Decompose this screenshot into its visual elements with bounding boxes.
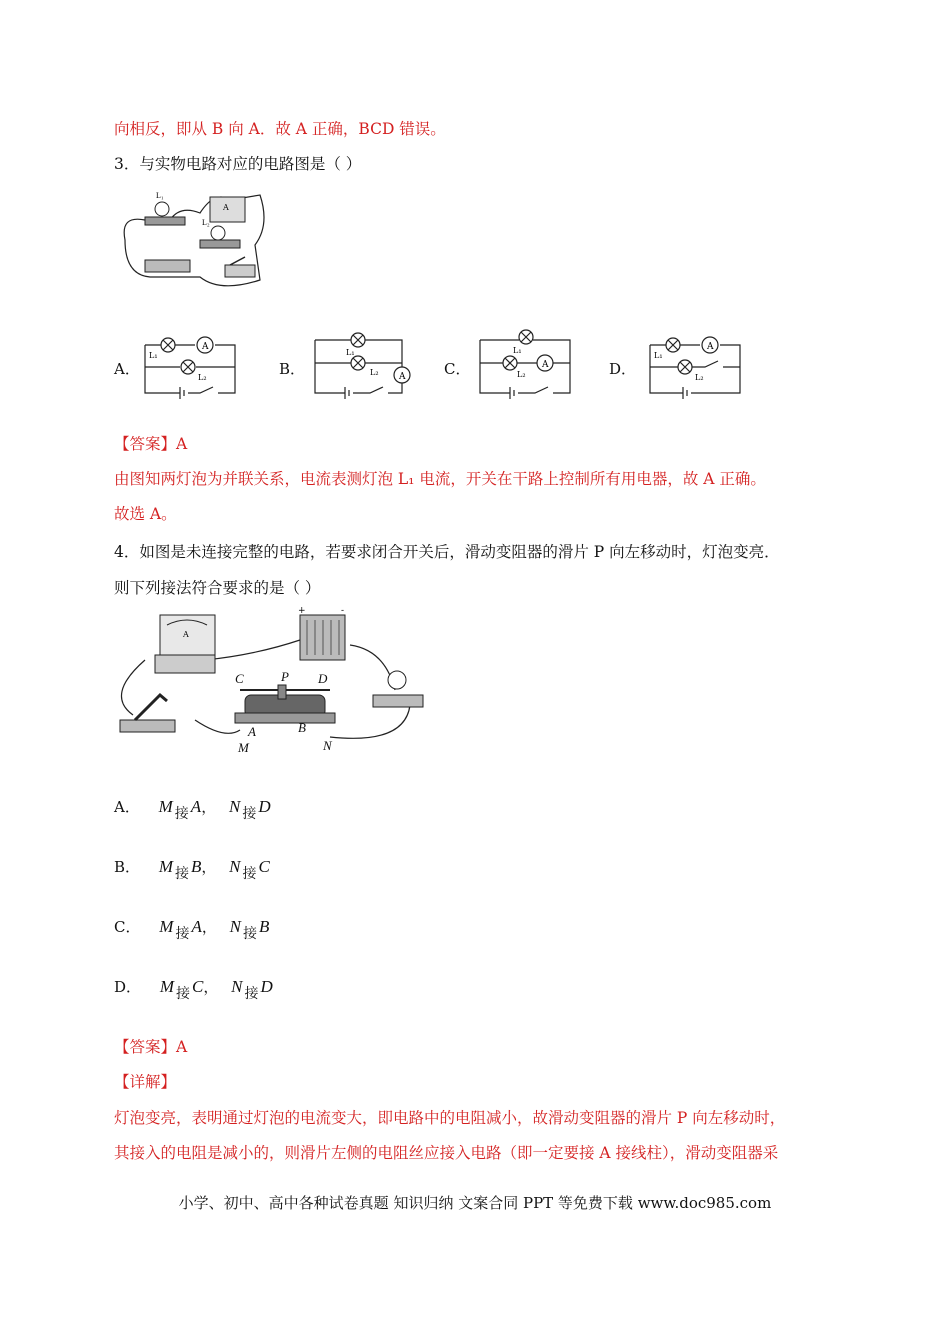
- explanation-4-line-1: 灯泡变亮，表明通过灯泡的电流变大，即电路中的电阻减小，故滑动变阻器的滑片 P 向左移动时，: [114, 1109, 786, 1127]
- q3-circuit-c: [475, 325, 575, 400]
- q4-option-b-connect-1: 接: [174, 866, 189, 882]
- svg-text:A: A: [542, 360, 549, 370]
- q3-option-a-label[interactable]: A．: [114, 360, 140, 378]
- line-continuation: 向相反，即从 B 向 A．故 A 正确，BCD 错误。: [114, 120, 446, 138]
- q4-option-c-comma: ，: [201, 918, 217, 936]
- svg-text:-: -: [341, 606, 345, 616]
- q4-option-a-label: A．: [114, 798, 140, 816]
- q4-option-d-n: N: [231, 977, 243, 996]
- fig-label-a: A: [248, 724, 256, 739]
- q3-option-b-label[interactable]: B．: [279, 360, 306, 378]
- svg-text:L₁: L₁: [346, 348, 355, 357]
- q4-option-a[interactable]: [114, 796, 271, 822]
- footer-text: 小学、初中、高中各种试卷真题 知识归纳 文案合同 PPT 等免费下载 www.doc985.com: [178, 1194, 772, 1212]
- question-4-line-1: 4．如图是未连接完整的电路，若要求闭合开关后，滑动变阻器的滑片 P 向左移动时，灯泡变亮．: [114, 543, 780, 561]
- q4-option-c-connect-2: 接: [242, 926, 257, 942]
- svg-text:L₁: L₁: [513, 346, 522, 355]
- detail-tag: 【详解】: [114, 1073, 177, 1091]
- answer-3-tag: 【答案】A: [114, 435, 188, 453]
- q4-option-c-connect-1: 接: [175, 926, 190, 942]
- svg-text:L₂: L₂: [695, 373, 704, 382]
- q4-option-b-n-terminal: C: [258, 857, 270, 876]
- q4-incomplete-circuit-figure: [115, 605, 435, 755]
- q3-circuit-d: [645, 325, 745, 400]
- q4-option-a-n: N: [228, 797, 241, 816]
- fig-label-m: M: [238, 740, 249, 755]
- fig-label-p: P: [281, 669, 289, 684]
- svg-text:L₁: L₁: [654, 351, 663, 360]
- q4-option-b-label: B．: [114, 858, 141, 876]
- q4-option-c-label: C．: [114, 918, 141, 936]
- explanation-3: 由图知两灯泡为并联关系，电流表测灯泡 L₁ 电流，开关在干路上控制所有用电器，故 A 正确。: [114, 470, 766, 488]
- q4-option-d-m: M: [159, 977, 174, 996]
- q4-option-a-connect-2: 接: [242, 806, 257, 822]
- svg-text:L₂: L₂: [198, 373, 207, 382]
- svg-text:L₂: L₂: [517, 370, 526, 379]
- svg-text:L₁: L₁: [149, 351, 158, 360]
- q4-option-d-n-terminal: D: [260, 977, 273, 996]
- fig-l2-label: L₂: [202, 218, 210, 227]
- q4-option-b-m: M: [158, 857, 173, 876]
- q4-option-a-m: M: [158, 797, 173, 816]
- q4-option-a-connect-1: 接: [174, 806, 189, 822]
- q4-option-c-m-terminal: A: [191, 917, 202, 936]
- svg-text:A: A: [202, 342, 209, 352]
- q4-option-c-n: N: [229, 917, 241, 936]
- q4-option-b[interactable]: [114, 856, 270, 882]
- fig-label-c: C: [235, 671, 244, 686]
- q4-option-d-connect-1: 接: [175, 986, 190, 1002]
- svg-text:A: A: [707, 342, 714, 352]
- q4-option-b-comma: ，: [201, 858, 217, 876]
- q3-physical-circuit-figure: [120, 185, 270, 295]
- q3-circuit-a: [140, 325, 240, 400]
- q3-option-c-label[interactable]: C．: [444, 360, 471, 378]
- q4-option-b-m-terminal: B: [190, 857, 202, 876]
- q4-option-d-comma: ，: [203, 978, 219, 996]
- fig-l1-label: L₁: [156, 191, 164, 200]
- q4-option-c-m: M: [159, 917, 174, 936]
- fig-meter-label: A: [183, 630, 189, 639]
- question-3: 3．与实物电路对应的电路图是（ ）: [114, 155, 362, 173]
- q4-option-b-n: N: [229, 857, 241, 876]
- q4-option-d-label: D．: [114, 978, 142, 996]
- explanation-4-line-2: 其接入的电阻是减小的，则滑片左侧的电阻丝应接入电路（即一定要接 A 接线柱），滑动变阻器采: [114, 1144, 779, 1162]
- fig-label-b: B: [298, 720, 306, 735]
- q4-option-d-m-terminal: C: [191, 977, 204, 996]
- fig-label-n: N: [323, 738, 332, 753]
- q3-option-d-label[interactable]: D．: [609, 360, 637, 378]
- q4-option-c-n-terminal: B: [258, 917, 270, 936]
- svg-text:L₂: L₂: [370, 368, 379, 377]
- q4-option-a-comma: ，: [201, 798, 217, 816]
- q4-option-b-connect-2: 接: [242, 866, 257, 882]
- fig-ammeter-label: A: [223, 203, 229, 212]
- selection-3: 故选 A。: [114, 505, 177, 523]
- q4-option-a-m-terminal: A: [190, 797, 202, 816]
- svg-text:A: A: [399, 372, 406, 382]
- svg-text:+: +: [298, 606, 306, 616]
- question-4-line-2: 则下列接法符合要求的是（ ）: [114, 579, 321, 597]
- q3-circuit-b: [310, 325, 415, 400]
- q4-option-d[interactable]: [114, 976, 273, 1002]
- q4-option-a-n-terminal: D: [258, 797, 271, 816]
- fig-label-d: D: [318, 671, 328, 686]
- answer-4-tag: 【答案】A: [114, 1038, 188, 1056]
- q4-option-c[interactable]: [114, 916, 270, 942]
- q4-option-d-connect-2: 接: [244, 986, 259, 1002]
